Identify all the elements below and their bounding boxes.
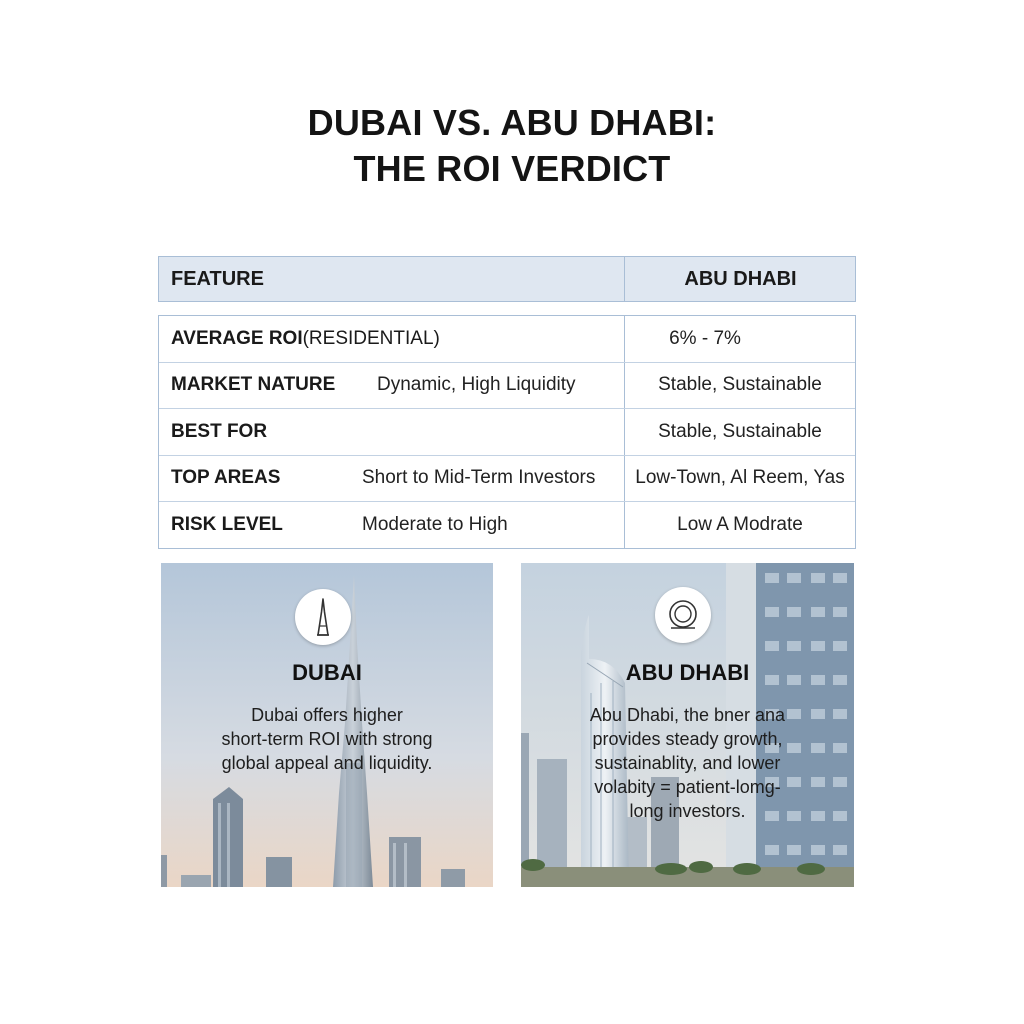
- dubai-desc-line: Dubai offers higher: [251, 705, 403, 725]
- table-row: [159, 316, 855, 363]
- feature-qualifier: (RESIDENTIAL): [302, 327, 440, 349]
- table-row: [159, 502, 855, 549]
- row-feature: TOP AREAS: [171, 467, 281, 489]
- row-feature: MARKET NATURE: [171, 374, 336, 396]
- row-feature: RISK LEVEL: [171, 514, 283, 536]
- abu-dhabi-desc-line: volabity = patient-lomg-: [594, 777, 781, 797]
- row-dubai-value: Dynamic, High Liquidity: [377, 374, 576, 396]
- header-abu-dhabi: ABU DHABI: [624, 257, 856, 301]
- row-feature: BEST FOR: [171, 420, 268, 442]
- abu-dhabi-desc-line: Abu Dhabi, the bner ana: [589, 705, 786, 725]
- abu-dhabi-value-text: 6% - 7%: [669, 327, 741, 349]
- table-row: [159, 363, 855, 410]
- abu-dhabi-card-description: [521, 703, 854, 823]
- abu-dhabi-desc-line: sustainablity, and lower: [594, 753, 781, 773]
- page-title: [0, 100, 1024, 192]
- table-row: [159, 456, 855, 503]
- row-abu-dhabi-value: Stable, Sustainable: [624, 363, 855, 409]
- row-dubai-value: Short to Mid-Term Investors: [362, 467, 596, 489]
- abu-dhabi-card-title: ABU DHABI: [625, 660, 750, 685]
- dubai-desc-line: short-term ROI with strong: [221, 729, 433, 749]
- dubai-desc-line: global appeal and liquidity.: [221, 753, 433, 773]
- row-abu-dhabi-value: [624, 316, 855, 362]
- dubai-card-description: [161, 703, 493, 775]
- abu-dhabi-card: [521, 563, 854, 887]
- comparison-table: [158, 315, 856, 549]
- header-feature: FEATURE: [171, 267, 264, 290]
- burj-khalifa-icon: [295, 589, 351, 645]
- dubai-card: [161, 563, 493, 887]
- row-feature: [171, 316, 440, 362]
- title-line-1: DUBAI VS. ABU DHABI:: [307, 102, 717, 143]
- row-dubai-value: Moderate to High: [362, 514, 508, 536]
- arch-building-icon: [655, 587, 711, 643]
- table-row: [159, 409, 855, 456]
- feature-label: AVERAGE ROI: [171, 327, 303, 349]
- row-abu-dhabi-value: Stable, Sustainable: [624, 409, 855, 455]
- row-abu-dhabi-value: Low-Town, Al Reem, Yas: [624, 456, 855, 502]
- row-abu-dhabi-value: Low A Modrate: [624, 502, 855, 549]
- abu-dhabi-desc-line: long investors.: [629, 801, 746, 821]
- dubai-card-title: DUBAI: [292, 660, 362, 685]
- table-header: [158, 256, 856, 302]
- title-line-2: THE ROI VERDICT: [353, 148, 671, 189]
- abu-dhabi-desc-line: provides steady growth,: [592, 729, 783, 749]
